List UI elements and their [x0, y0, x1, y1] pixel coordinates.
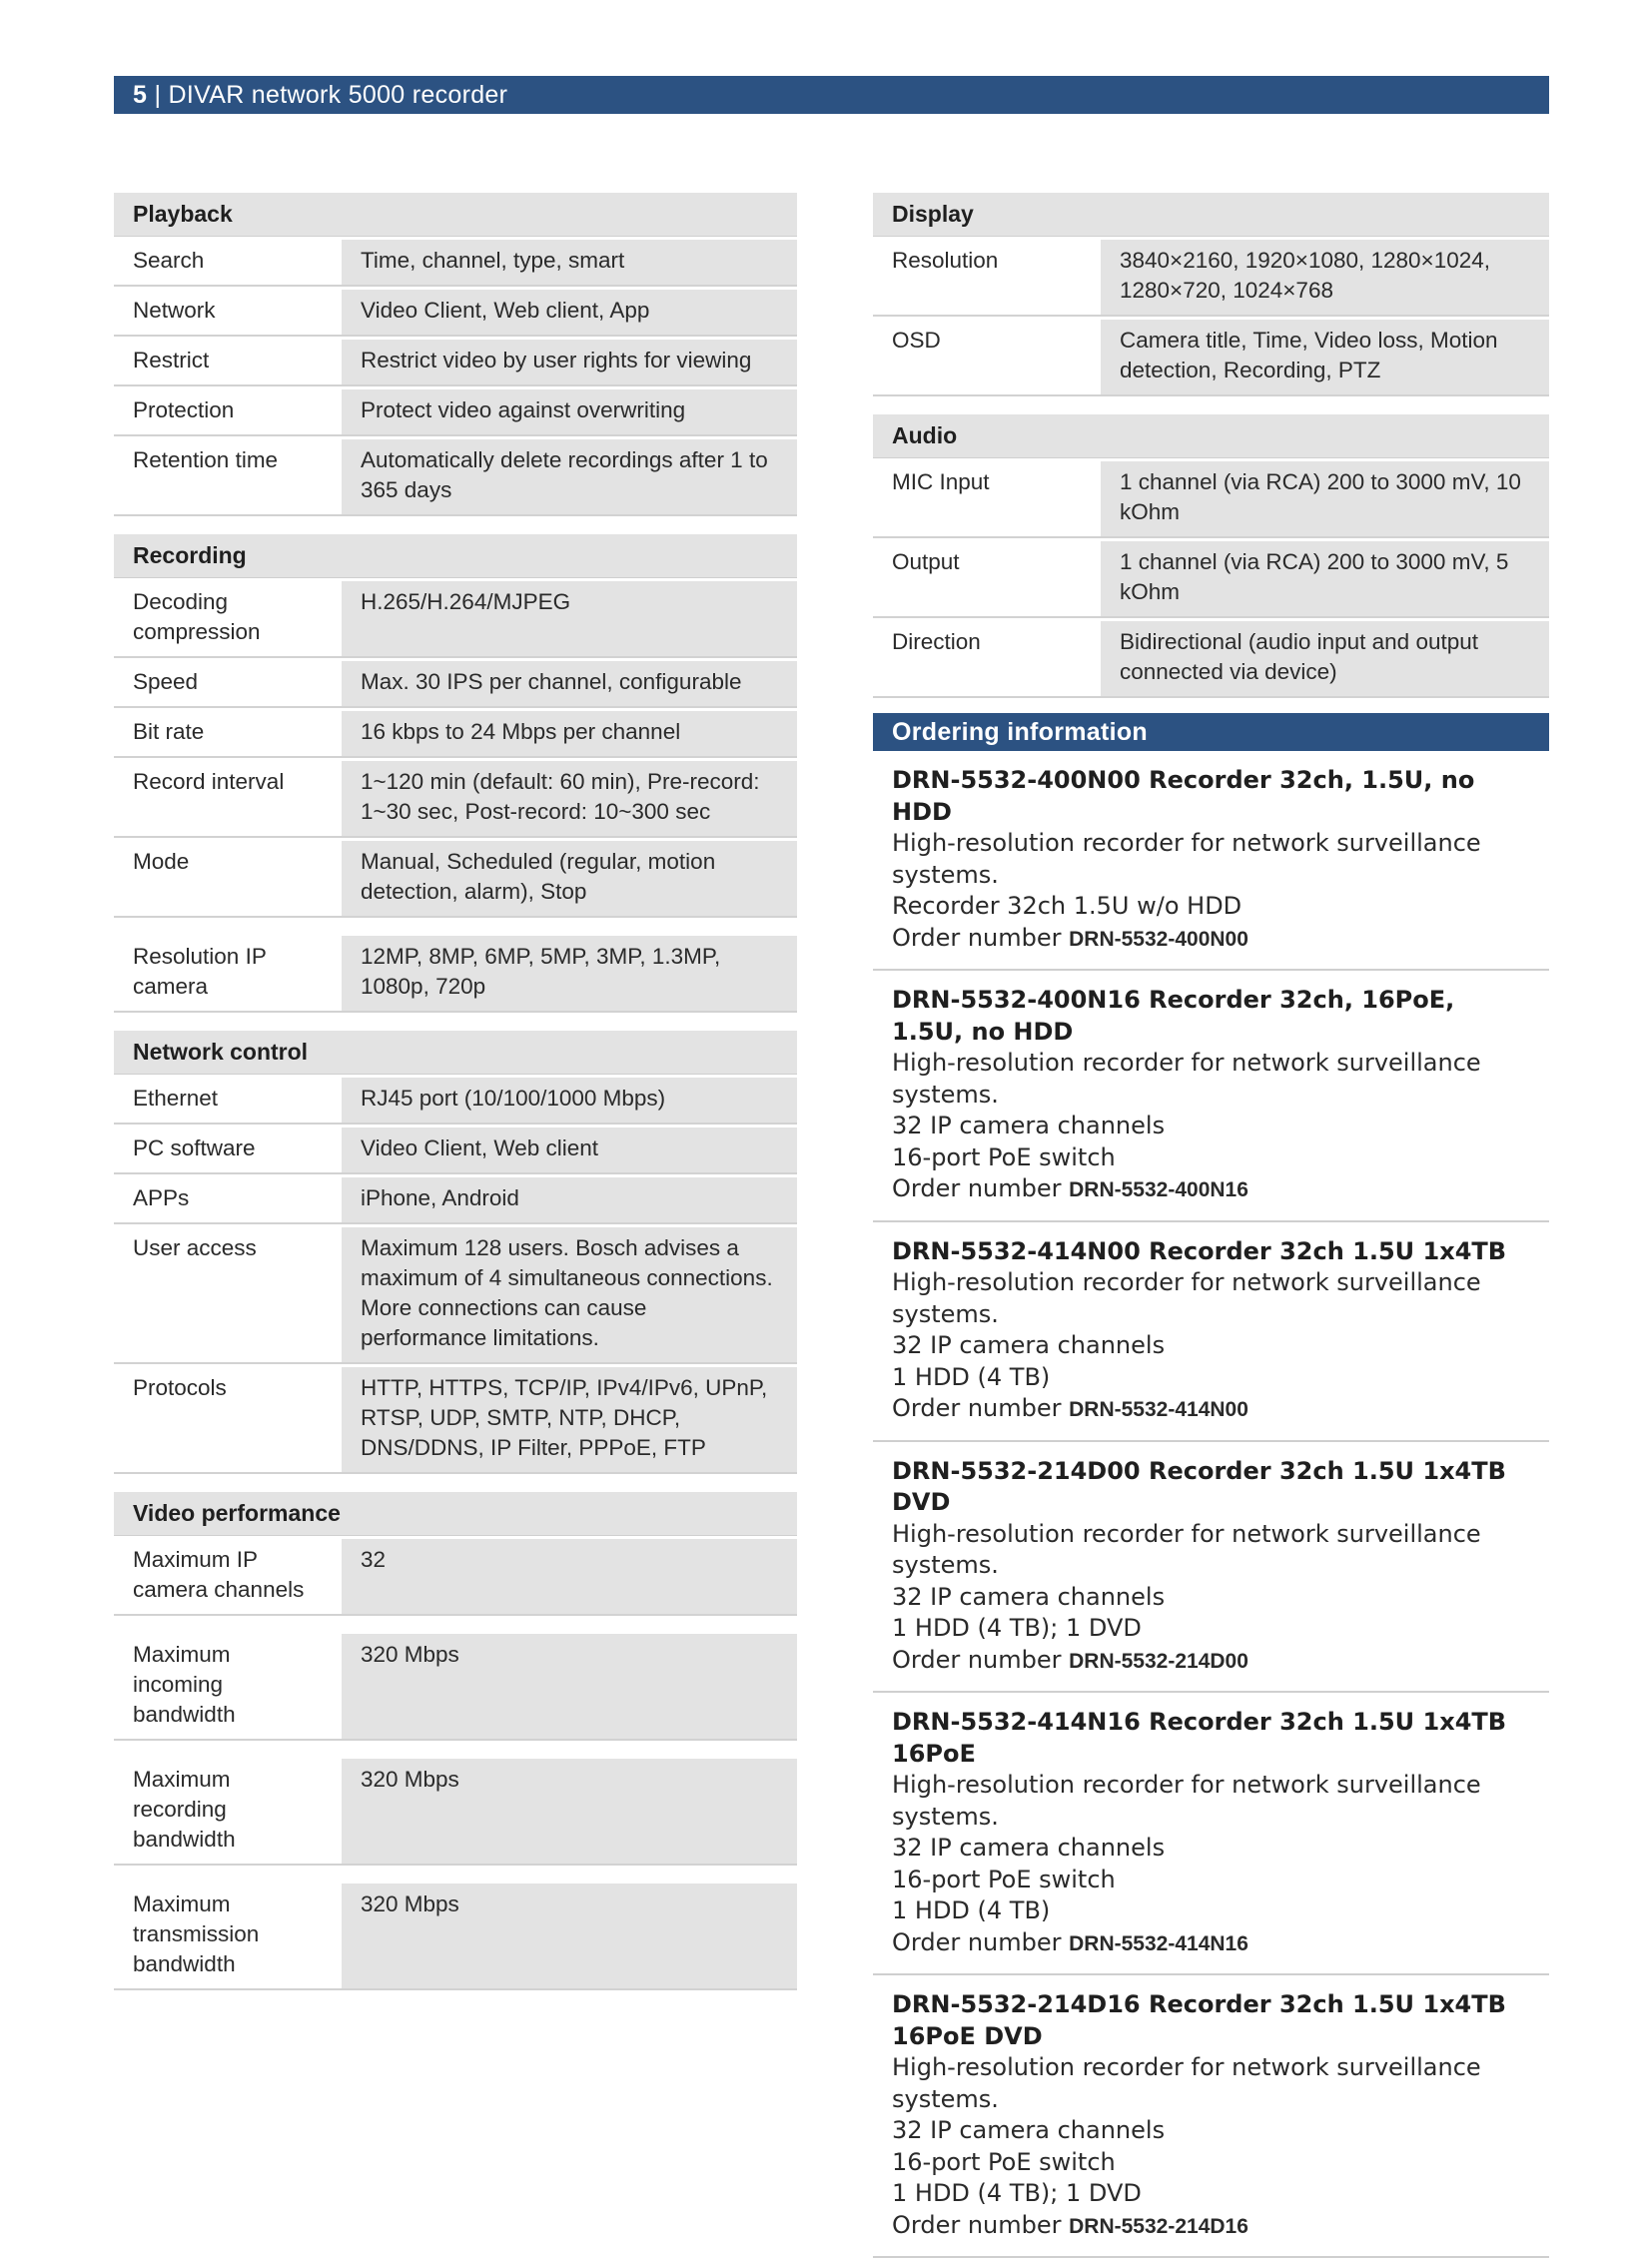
- order-item-description: 32 IP camera channels: [892, 2116, 1166, 2144]
- spec-value: 1 channel (via RCA) 200 to 3000 mV, 10 kOhm: [1101, 461, 1549, 538]
- order-number-label: Order number: [892, 1394, 1062, 1422]
- order-number-line: [892, 1927, 1530, 1960]
- spec-value: Automatically delete recordings after 1 to 365 days: [342, 439, 797, 516]
- order-number: DRN-5532-214D16: [1069, 2214, 1248, 2238]
- spec-label: Retention time: [114, 439, 342, 516]
- order-number: DRN-5532-400N00: [1069, 927, 1248, 951]
- spec-label: OSD: [873, 320, 1101, 396]
- spec-value: 3840×2160, 1920×1080, 1280×1024, 1280×720, 1024×768: [1101, 240, 1549, 317]
- spec-row: [114, 711, 797, 758]
- spec-label: Maximum incoming bandwidth: [114, 1634, 342, 1741]
- spec-row: [114, 661, 797, 708]
- spec-value: Time, channel, type, smart: [342, 240, 797, 287]
- order-item-description: 32 IP camera channels: [892, 1112, 1166, 1139]
- spec-row: [114, 1759, 797, 1866]
- order-number: DRN-5532-414N16: [1069, 1931, 1248, 1955]
- order-item-description: High-resolution recorder for network surveillance systems.: [892, 2053, 1481, 2113]
- spec-row: [114, 290, 797, 337]
- spec-row: [114, 389, 797, 436]
- order-item-description: 16-port PoE switch: [892, 1142, 1116, 1171]
- ordering-list: [873, 751, 1549, 2258]
- spec-label: Maximum recording bandwidth: [114, 1759, 342, 1866]
- order-number-label: Order number: [892, 2210, 1062, 2239]
- order-item: [873, 1693, 1549, 1975]
- order-number-line: [892, 1173, 1530, 1206]
- order-item: [873, 1442, 1549, 1694]
- spec-section-title: Playback: [114, 193, 797, 237]
- order-number: DRN-5532-214D00: [1069, 1649, 1248, 1673]
- spec-table: [114, 190, 797, 519]
- right-spec-column: [873, 190, 1549, 2258]
- order-item-title: DRN-5532-400N16 Recorder 32ch, 16PoE, 1.5U, no HDD: [892, 986, 1455, 1046]
- spec-value: Maximum 128 users. Bosch advises a maximum of 4 simultaneous connections. More connections can cause performance limitations.: [342, 1227, 797, 1364]
- header-separator: |: [147, 81, 169, 109]
- spec-label: Maximum transmission bandwidth: [114, 1883, 342, 1990]
- spec-value: Video Client, Web client: [342, 1128, 797, 1174]
- order-item: [873, 971, 1549, 1222]
- spec-label: Record interval: [114, 761, 342, 838]
- order-item-description: 1 HDD (4 TB): [892, 1896, 1051, 1924]
- spec-row: [873, 461, 1549, 538]
- order-item-description: 32 IP camera channels: [892, 1582, 1166, 1611]
- order-item: [873, 1222, 1549, 1442]
- document-title: DIVAR network 5000 recorder: [168, 81, 508, 109]
- spec-row: [873, 240, 1549, 317]
- spec-section-header-row: [114, 1492, 797, 1536]
- spec-value: 12MP, 8MP, 6MP, 5MP, 3MP, 1.3MP, 1080p, 720p: [342, 936, 797, 1013]
- spec-table: [873, 411, 1549, 701]
- spec-section-header-row: [873, 193, 1549, 237]
- spec-label: MIC Input: [873, 461, 1101, 538]
- spec-table: [114, 531, 797, 921]
- order-item-description: 1 HDD (4 TB); 1 DVD: [892, 2179, 1142, 2207]
- spec-label: Output: [873, 541, 1101, 618]
- spec-value: iPhone, Android: [342, 1177, 797, 1224]
- order-item-description: 16-port PoE switch: [892, 2147, 1116, 2176]
- order-item-title: DRN-5532-414N00 Recorder 32ch 1.5U 1x4TB: [892, 1236, 1507, 1265]
- spec-value: 32: [342, 1539, 797, 1616]
- spec-table: [114, 1881, 797, 1993]
- spec-value: 1 channel (via RCA) 200 to 3000 mV, 5 kOhm: [1101, 541, 1549, 618]
- spec-row: [114, 1539, 797, 1616]
- page-number: 5: [133, 81, 148, 109]
- spec-value: Manual, Scheduled (regular, motion detection, alarm), Stop: [342, 841, 797, 918]
- spec-value: Max. 30 IPS per channel, configurable: [342, 661, 797, 708]
- order-item-description: High-resolution recorder for network surveillance systems.: [892, 1268, 1481, 1328]
- order-number-line: [892, 2210, 1530, 2243]
- spec-value: HTTP, HTTPS, TCP/IP, IPv4/IPv6, UPnP, RTSP, UDP, SMTP, NTP, DHCP, DNS/DDNS, IP Filter, PPPoE, FTP: [342, 1367, 797, 1474]
- spec-label: Maximum IP camera channels: [114, 1539, 342, 1616]
- order-item-description: Recorder 32ch 1.5U w/o HDD: [892, 892, 1242, 920]
- spec-value: 16 kbps to 24 Mbps per channel: [342, 711, 797, 758]
- spec-section-header-row: [114, 534, 797, 578]
- spec-row: [873, 320, 1549, 396]
- spec-row: [114, 1367, 797, 1474]
- spec-row: [114, 761, 797, 838]
- spec-label: Restrict: [114, 340, 342, 386]
- order-item-title: DRN-5532-400N00 Recorder 32ch, 1.5U, no HDD: [892, 766, 1475, 826]
- order-item-description: 32 IP camera channels: [892, 1834, 1166, 1862]
- spec-table: [114, 1489, 797, 1619]
- spec-section-header-row: [114, 193, 797, 237]
- spec-label: Speed: [114, 661, 342, 708]
- spec-label: Protocols: [114, 1367, 342, 1474]
- spec-table: [114, 933, 797, 1016]
- spec-label: Direction: [873, 621, 1101, 698]
- spec-value: Camera title, Time, Video loss, Motion detection, Recording, PTZ: [1101, 320, 1549, 396]
- spec-section-title: Video performance: [114, 1492, 797, 1536]
- spec-section-header-row: [114, 1031, 797, 1075]
- spec-row: [114, 1227, 797, 1364]
- spec-label: Network: [114, 290, 342, 337]
- spec-value: H.265/H.264/MJPEG: [342, 581, 797, 658]
- spec-label: Ethernet: [114, 1078, 342, 1125]
- spec-row: [114, 1634, 797, 1741]
- order-item-description: 1 HDD (4 TB); 1 DVD: [892, 1614, 1142, 1642]
- order-item-description: 16-port PoE switch: [892, 1865, 1116, 1893]
- spec-label: Mode: [114, 841, 342, 918]
- order-item-description: High-resolution recorder for network surveillance systems.: [892, 829, 1481, 889]
- spec-row: [114, 841, 797, 918]
- spec-label: PC software: [114, 1128, 342, 1174]
- spec-row: [873, 621, 1549, 698]
- order-item: [873, 1975, 1549, 2258]
- spec-label: Search: [114, 240, 342, 287]
- order-number-label: Order number: [892, 1174, 1062, 1202]
- spec-row: [114, 240, 797, 287]
- spec-section-title: Recording: [114, 534, 797, 578]
- spec-section-title: Audio: [873, 414, 1549, 458]
- order-item-description: 32 IP camera channels: [892, 1331, 1166, 1359]
- spec-row: [114, 1883, 797, 1990]
- spec-row: [114, 1078, 797, 1125]
- spec-label: Bit rate: [114, 711, 342, 758]
- order-number-line: [892, 1393, 1530, 1426]
- spec-table: [114, 1631, 797, 1744]
- order-item-description: 1 HDD (4 TB): [892, 1362, 1051, 1391]
- spec-row: [114, 439, 797, 516]
- right-spec-tables: [873, 190, 1549, 701]
- spec-label: Resolution: [873, 240, 1101, 317]
- spec-value: 320 Mbps: [342, 1634, 797, 1741]
- spec-row: [114, 1177, 797, 1224]
- spec-label: APPs: [114, 1177, 342, 1224]
- spec-row: [114, 936, 797, 1013]
- spec-value: RJ45 port (10/100/1000 Mbps): [342, 1078, 797, 1125]
- spec-label: Protection: [114, 389, 342, 436]
- order-number: DRN-5532-414N00: [1069, 1398, 1248, 1421]
- spec-row: [114, 1128, 797, 1174]
- left-spec-column: [114, 190, 797, 2005]
- spec-value: 320 Mbps: [342, 1759, 797, 1866]
- spec-value: Video Client, Web client, App: [342, 290, 797, 337]
- spec-label: Decoding compression: [114, 581, 342, 658]
- spec-table: [114, 1756, 797, 1869]
- spec-row: [114, 581, 797, 658]
- order-number-label: Order number: [892, 1645, 1062, 1674]
- order-item-description: High-resolution recorder for network surveillance systems.: [892, 1519, 1481, 1579]
- spec-value: Bidirectional (audio input and output connected via device): [1101, 621, 1549, 698]
- order-item: [873, 751, 1549, 971]
- spec-table: [114, 1028, 797, 1477]
- order-item-description: High-resolution recorder for network surveillance systems.: [892, 1049, 1481, 1109]
- order-number: DRN-5532-400N16: [1069, 1178, 1248, 1201]
- ordering-information-header: Ordering information: [873, 713, 1549, 751]
- order-number-label: Order number: [892, 1927, 1062, 1956]
- order-number-label: Order number: [892, 923, 1062, 952]
- spec-table: [873, 190, 1549, 399]
- order-item-description: High-resolution recorder for network surveillance systems.: [892, 1771, 1481, 1831]
- order-item-title: DRN-5532-414N16 Recorder 32ch 1.5U 1x4TB 16PoE: [892, 1708, 1507, 1768]
- spec-row: [873, 541, 1549, 618]
- spec-section-title: Display: [873, 193, 1549, 237]
- spec-value: Restrict video by user rights for viewing: [342, 340, 797, 386]
- spec-value: Protect video against overwriting: [342, 389, 797, 436]
- order-item-title: DRN-5532-214D00 Recorder 32ch 1.5U 1x4TB DVD: [892, 1456, 1506, 1516]
- spec-value: 1~120 min (default: 60 min), Pre-record: 1~30 sec, Post-record: 10~300 sec: [342, 761, 797, 838]
- spec-value: 320 Mbps: [342, 1883, 797, 1990]
- spec-label: User access: [114, 1227, 342, 1364]
- order-item-title: DRN-5532-214D16 Recorder 32ch 1.5U 1x4TB 16PoE DVD: [892, 1990, 1506, 2050]
- order-number-line: [892, 1645, 1530, 1678]
- spec-label: Resolution IP camera: [114, 936, 342, 1013]
- spec-section-title: Network control: [114, 1031, 797, 1075]
- page-header: [114, 76, 1549, 114]
- spec-section-header-row: [873, 414, 1549, 458]
- order-number-line: [892, 923, 1530, 956]
- spec-row: [114, 340, 797, 386]
